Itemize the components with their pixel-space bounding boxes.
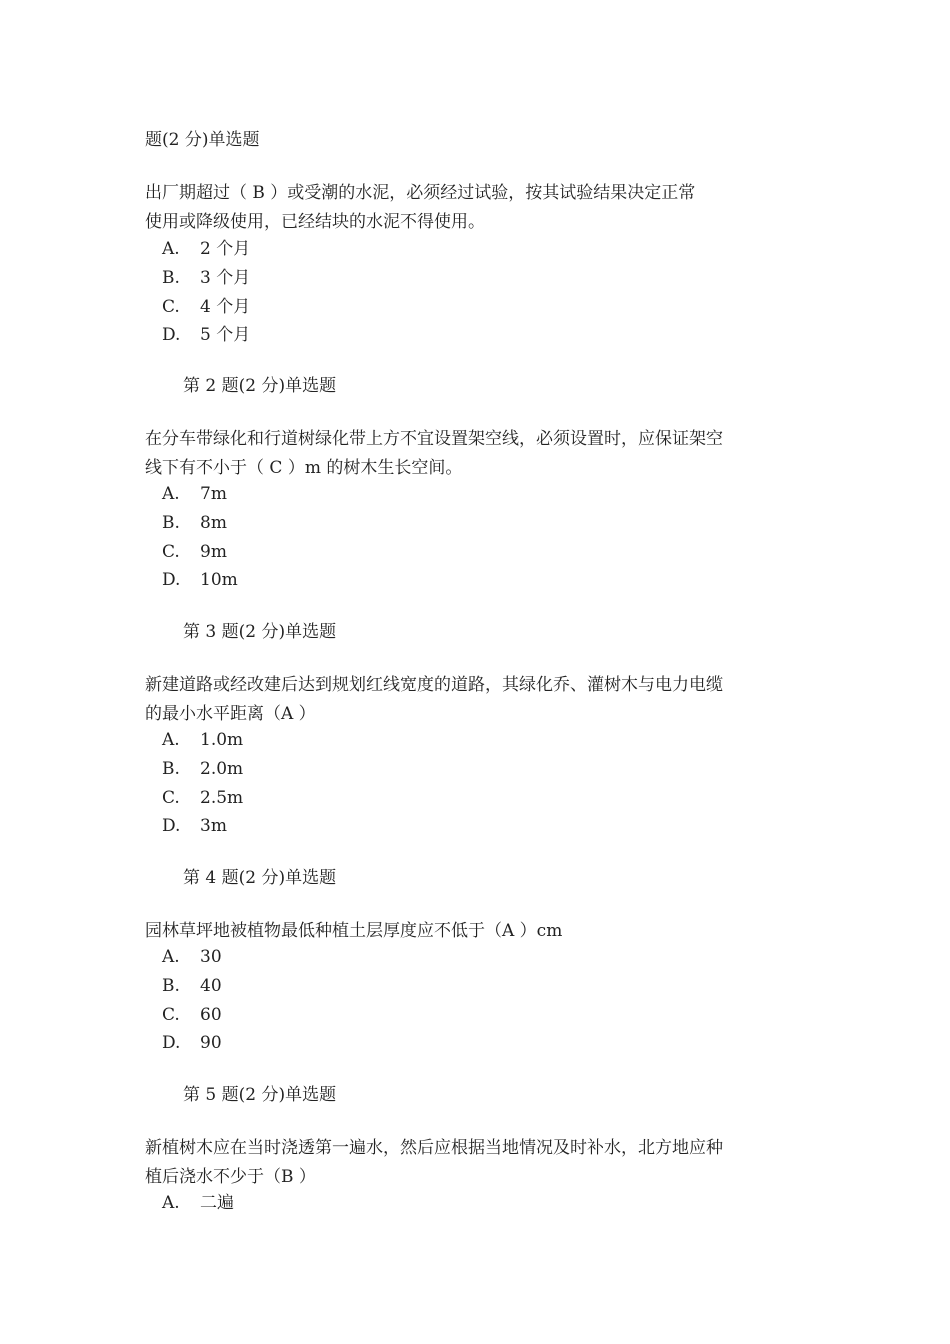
question-header: 第 3 题(2 分)单选题 <box>183 622 337 642</box>
option-c <box>162 293 562 322</box>
stem-line: 园林草坪地被植物最低种植土层厚度应不低于（A ）cm <box>145 921 563 941</box>
options-list <box>162 1189 562 1218</box>
option-text: 30 <box>200 947 222 967</box>
option-c <box>162 784 562 813</box>
option-letter: D. <box>162 570 181 591</box>
option-letter: C. <box>162 541 180 562</box>
option-c <box>162 1001 562 1030</box>
stem-line: 植后浇水不少于（B ） <box>145 1167 316 1187</box>
option-text: 二遍 <box>200 1193 234 1213</box>
option-d <box>162 566 562 595</box>
option-text: 10m <box>200 570 238 591</box>
question-stem <box>145 425 805 483</box>
option-text: 3m <box>200 816 227 837</box>
option-text: 7m <box>200 484 227 504</box>
option-letter: C. <box>162 296 180 317</box>
option-b <box>162 972 562 1001</box>
question-stem <box>145 917 805 946</box>
option-letter: C. <box>162 787 180 808</box>
stem-line: 使用或降级使用，已经结块的水泥不得使用。 <box>145 212 485 232</box>
question-header: 题(2 分)单选题 <box>145 130 260 150</box>
option-letter: D. <box>162 816 181 837</box>
option-text: 8m <box>200 512 227 533</box>
option-letter: B. <box>162 975 180 996</box>
stem-line: 新建道路或经改建后达到规划红线宽度的道路，其绿化乔、灌树木与电力电缆 <box>145 675 723 695</box>
option-text: 90 <box>200 1033 222 1054</box>
options-list <box>162 726 562 841</box>
option-b <box>162 509 562 538</box>
option-text: 4 个月 <box>200 296 251 317</box>
option-letter: A. <box>162 484 180 504</box>
options-list <box>162 235 562 350</box>
option-text: 3 个月 <box>200 267 251 288</box>
stem-line: 线下有不小于（ C ）m 的树木生长空间。 <box>145 458 463 478</box>
option-text: 9m <box>200 541 227 562</box>
option-text: 5 个月 <box>200 325 251 346</box>
option-d <box>162 321 562 350</box>
option-c <box>162 538 562 567</box>
option-d <box>162 1029 562 1058</box>
option-a <box>162 480 562 509</box>
option-text: 2.0m <box>200 758 244 779</box>
option-text: 2 个月 <box>200 239 251 259</box>
option-text: 60 <box>200 1004 222 1025</box>
stem-line: 出厂期超过（ B ）或受潮的水泥，必须经过试验，按其试验结果决定正常 <box>145 183 696 203</box>
option-letter: A. <box>162 730 180 750</box>
question-stem <box>145 179 805 237</box>
question-stem <box>145 671 805 729</box>
question-header: 第 2 题(2 分)单选题 <box>183 376 337 396</box>
options-list <box>162 943 562 1058</box>
option-letter: B. <box>162 512 180 533</box>
stem-line: 的最小水平距离（A ） <box>145 704 316 724</box>
stem-line: 新植树木应在当时浇透第一遍水，然后应根据当地情况及时补水，北方地应种 <box>145 1138 723 1158</box>
option-letter: A. <box>162 1193 180 1213</box>
option-a <box>162 943 562 972</box>
option-letter: D. <box>162 1033 181 1054</box>
option-letter: C. <box>162 1004 180 1025</box>
options-list <box>162 480 562 595</box>
question-header: 第 4 题(2 分)单选题 <box>183 868 337 888</box>
option-letter: A. <box>162 947 180 967</box>
option-letter: D. <box>162 325 181 346</box>
option-text: 1.0m <box>200 730 244 750</box>
option-letter: B. <box>162 758 180 779</box>
stem-line: 在分车带绿化和行道树绿化带上方不宜设置架空线，必须设置时，应保证架空 <box>145 429 723 449</box>
question-stem <box>145 1134 805 1192</box>
option-text: 2.5m <box>200 787 244 808</box>
question-header: 第 5 题(2 分)单选题 <box>183 1085 337 1105</box>
option-a <box>162 235 562 264</box>
option-a <box>162 726 562 755</box>
option-b <box>162 755 562 784</box>
option-b <box>162 264 562 293</box>
option-d <box>162 812 562 841</box>
option-a <box>162 1189 562 1218</box>
option-text: 40 <box>200 975 222 996</box>
option-letter: B. <box>162 267 180 288</box>
option-letter: A. <box>162 239 180 259</box>
